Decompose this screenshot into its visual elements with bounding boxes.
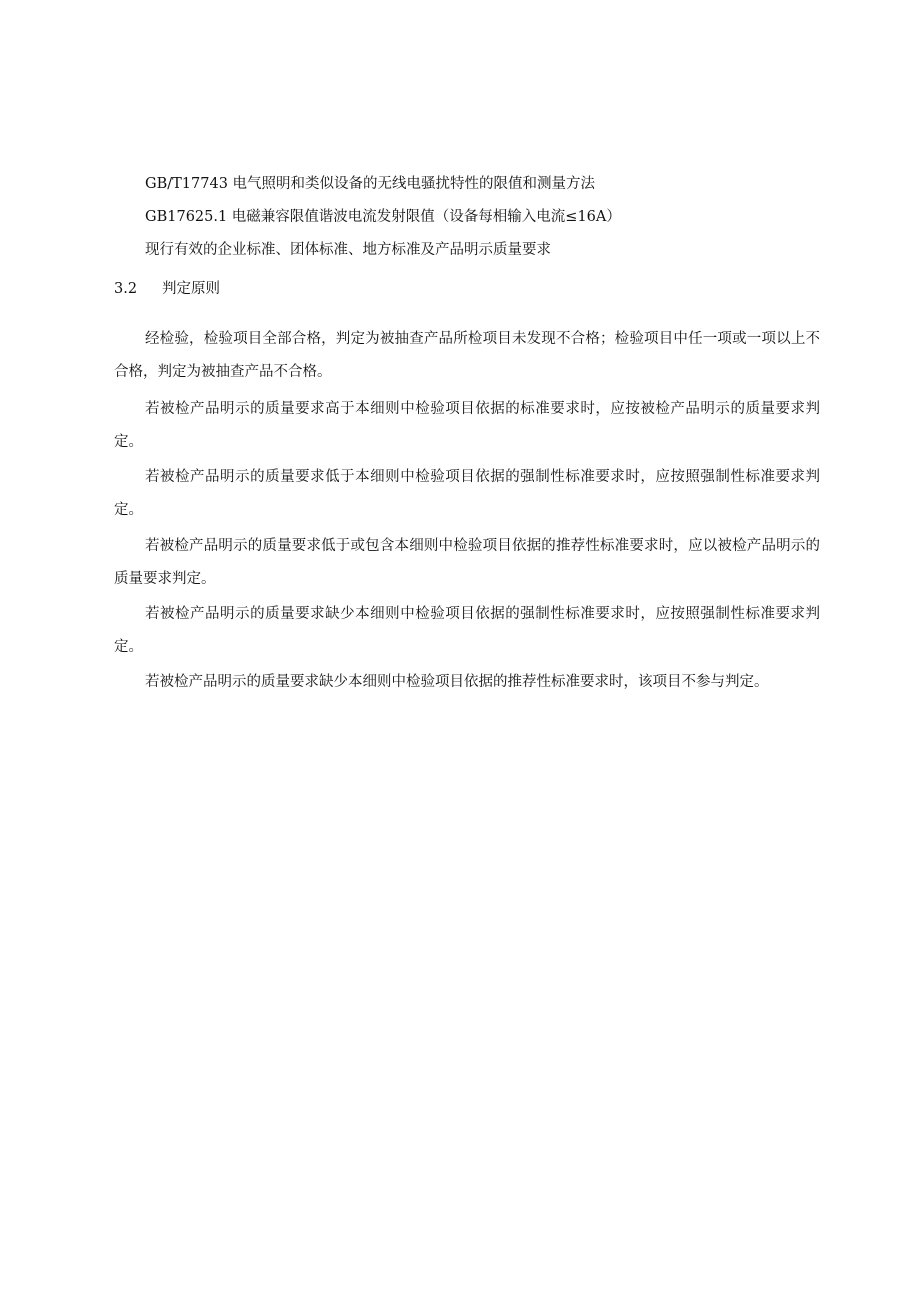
- section-heading: [114, 273, 220, 306]
- paragraph: 若被检产品明示的质量要求缺少本细则中检验项目依据的推荐性标准要求时，该项目不参与判定。: [145, 674, 769, 690]
- section-title: 判定原则: [162, 281, 220, 297]
- standard-item: 现行有效的企业标准、团体标准、地方标准及产品明示质量要求: [145, 242, 551, 258]
- section-number: 3.2: [114, 281, 138, 297]
- paragraph: 若被检产品明示的质量要求高于本细则中检验项目依据的标准要求时，应按被检产品明示的质量要求判定。: [114, 401, 820, 450]
- standard-item: GB17625.1 电磁兼容限值谐波电流发射限值（设备每相输入电流≤16A）: [145, 209, 621, 225]
- standard-item: GB/T17743 电气照明和类似设备的无线电骚扰特性的限值和测量方法: [145, 176, 596, 192]
- paragraph: 若被检产品明示的质量要求缺少本细则中检验项目依据的强制性标准要求时，应按照强制性标准要求判定。: [114, 606, 820, 655]
- paragraph: 若被检产品明示的质量要求低于或包含本细则中检验项目依据的推荐性标准要求时，应以被检产品明示的质量要求判定。: [114, 538, 820, 587]
- paragraph: 若被检产品明示的质量要求低于本细则中检验项目依据的强制性标准要求时，应按照强制性标准要求判定。: [114, 469, 820, 518]
- paragraph: 经检验，检验项目全部合格，判定为被抽查产品所检项目未发现不合格；检验项目中任一项或一项以上不合格，判定为被抽查产品不合格。: [114, 331, 820, 380]
